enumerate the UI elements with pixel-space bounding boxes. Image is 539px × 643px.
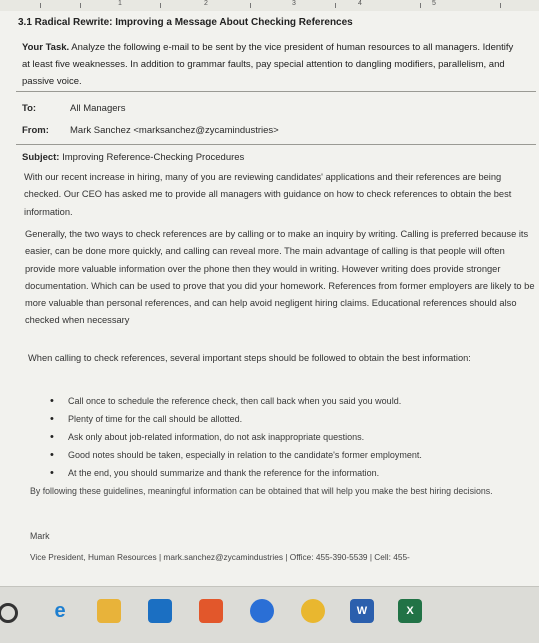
ruler-tick: [80, 3, 81, 8]
guidelines-list: [50, 392, 422, 482]
signature-line: Vice President, Human Resources | mark.sanchez@zycamindustries | Office: 455-390-5539 | Cell: 455-: [30, 552, 410, 562]
list-item: • Call once to schedule the reference check, then call back when you said you would.: [50, 392, 422, 410]
list-item: • Ask only about job-related information, do not ask inappropriate questions.: [50, 428, 422, 446]
document-heading: 3.1 Radical Rewrite: Improving a Message About Checking References: [18, 17, 353, 28]
email-paragraph-3: When calling to check references, several important steps should be followed to obtain the best information:: [28, 353, 471, 363]
email-from-row: [22, 125, 279, 136]
email-paragraph-4: By following these guidelines, meaningful information can be obtained that will help you make the best hiring decisions.: [30, 486, 493, 496]
media-icon[interactable]: [250, 599, 274, 623]
subject-value: Improving Reference-Checking Procedures: [62, 152, 245, 163]
ruler-tick: [335, 3, 336, 8]
email-paragraph-2: Generally, the two ways to check references are by calling or to make an inquiry by writing. Calling is preferred because its easier, can be done more quickly, and calling can reveal more. The main advantage of calling is that people will often provide more valuable information over the phone then they would in writing. However writing does provide stronger documentation. Which can be used to prove that you did your homework. References from former employers are likely to be more valuable than personal references, and can help avoid negligent hiring claims. Educational references should also checked when necessary: [25, 229, 535, 326]
ruler-tick: [420, 3, 421, 8]
store-icon[interactable]: [148, 599, 172, 623]
ruler-number: 5: [432, 0, 436, 7]
list-item: • At the end, you should summarize and thank the reference for the information.: [50, 464, 422, 482]
email-paragraph-1: With our recent increase in hiring, many of you are reviewing candidates' applications and their references are being checked. Our CEO has asked me to provide all managers with guidance on how to check references to obtain the best information.: [24, 172, 512, 217]
email-to-row: [22, 103, 125, 114]
word-icon[interactable]: W: [350, 599, 374, 623]
to-label: To:: [22, 103, 37, 114]
file-explorer-icon[interactable]: [97, 599, 121, 623]
chrome-icon[interactable]: [301, 599, 325, 623]
email-subject-row: [22, 152, 244, 163]
office-icon[interactable]: [199, 599, 223, 623]
ruler-number: 2: [204, 0, 208, 7]
ruler-tick: [160, 3, 161, 8]
ruler-number: 1: [118, 0, 122, 7]
from-value: Mark Sanchez <marksanchez@zycamindustries>: [70, 125, 279, 136]
list-item: • Plenty of time for the call should be allotted.: [50, 410, 422, 428]
list-item: • Good notes should be taken, especially in relation to the candidate's former employment.: [50, 446, 422, 464]
ruler-tick: [40, 3, 41, 8]
to-value: All Managers: [70, 103, 126, 114]
task-text: Analyze the following e-mail to be sent by the vice president of human resources to all managers. Identify at least five weaknesses. In addition to grammar faults, pay special attention to dangling modifiers, parallelism, and passive voice.: [22, 42, 514, 87]
ruler-tick: [500, 3, 501, 8]
task-label: Your Task.: [22, 42, 70, 53]
subject-label: Subject:: [22, 152, 60, 163]
edge-icon[interactable]: e: [54, 599, 66, 622]
from-label: From:: [22, 125, 49, 136]
document-page[interactable]: [0, 11, 539, 586]
task-instructions: [22, 39, 522, 90]
divider: [16, 91, 536, 92]
signature-name: Mark: [30, 531, 50, 541]
ruler-number: 4: [358, 0, 362, 7]
ruler-tick: [250, 3, 251, 8]
ruler-number: 3: [292, 0, 296, 7]
start-icon[interactable]: [0, 603, 18, 623]
taskbar: [0, 586, 539, 643]
divider: [16, 144, 536, 145]
excel-icon[interactable]: X: [398, 599, 422, 623]
